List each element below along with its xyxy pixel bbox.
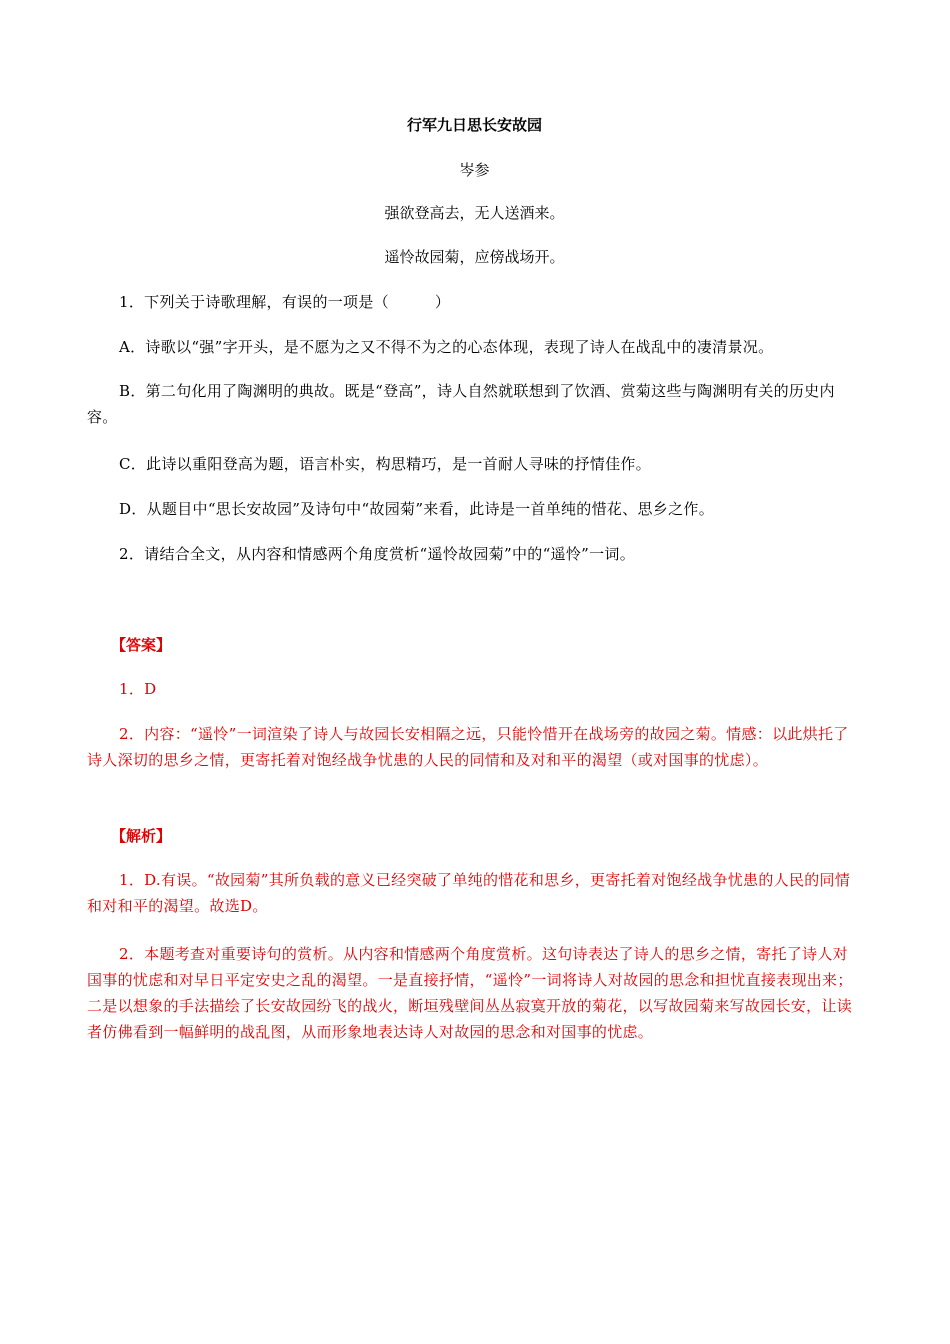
option-a: A．诗歌以“强”字开头，是不愿为之又不得不为之的心态体现，表现了诗人在战乱中的凄清景况。	[119, 338, 774, 356]
poem-line-2: 遥怜故园菊，应傍战场开。	[384, 248, 565, 266]
poem-author: 岑参	[459, 161, 490, 179]
analysis-1: 1．D.有误。“故园菊”其所负载的意义已经突破了单纯的惜花和思乡，更寄托着对饱经战争忧患的人民的同情和对和平的渴望。故选D。	[87, 871, 851, 915]
poem-title: 行军九日思长安故园	[406, 116, 542, 134]
option-c: C．此诗以重阳登高为题，语言朴实，构思精巧，是一首耐人寻味的抒情佳作。	[119, 455, 651, 473]
option-b: B．第二句化用了陶渊明的典故。既是“登高”，诗人自然就联想到了饮酒、赏菊这些与陶渊明有关的历史内容。	[87, 382, 835, 426]
answer-2: 2．内容：“遥怜”一词渲染了诗人与故园长安相隔之远，只能怜惜开在战场旁的故园之菊。情感：以此烘托了诗人深切的思乡之情，更寄托着对饱经战争忧患的人民的同情和及对和平的渴望（或对国事的忧虑）。	[87, 725, 849, 769]
question-2: 2．请结合全文，从内容和情感两个角度赏析“遥怜故园菊”中的“遥怜”一词。	[119, 545, 636, 563]
poem-line-1: 强欲登高去，无人送酒来。	[384, 204, 565, 222]
answer-heading: 【答案】	[111, 636, 172, 654]
option-d: D．从题目中“思长安故园”及诗句中“故园菊”来看，此诗是一首单纯的惜花、思乡之作。	[119, 500, 715, 518]
answer-1: 1．D	[119, 680, 157, 698]
question-1: 1．下列关于诗歌理解，有误的一项是（ ）	[119, 293, 451, 311]
analysis-heading: 【解析】	[111, 827, 172, 845]
analysis-2: 2．本题考查对重要诗句的赏析。从内容和情感两个角度赏析。这句诗表达了诗人的思乡之情，寄托了诗人对国事的忧虑和对早日平定安史之乱的渴望。一是直接抒情，“遥怜”一词将诗人对故园的思念和担忧直接表现出来；二是以想象的手法描绘了长安故园纷飞的战火，断垣残壁间丛丛寂寞开放的菊花，以写故园菊来写故园长安，让读者仿佛看到一幅鲜明的战乱图，从而形象地表达诗人对故园的思念和对国事的忧虑。	[87, 945, 853, 1041]
